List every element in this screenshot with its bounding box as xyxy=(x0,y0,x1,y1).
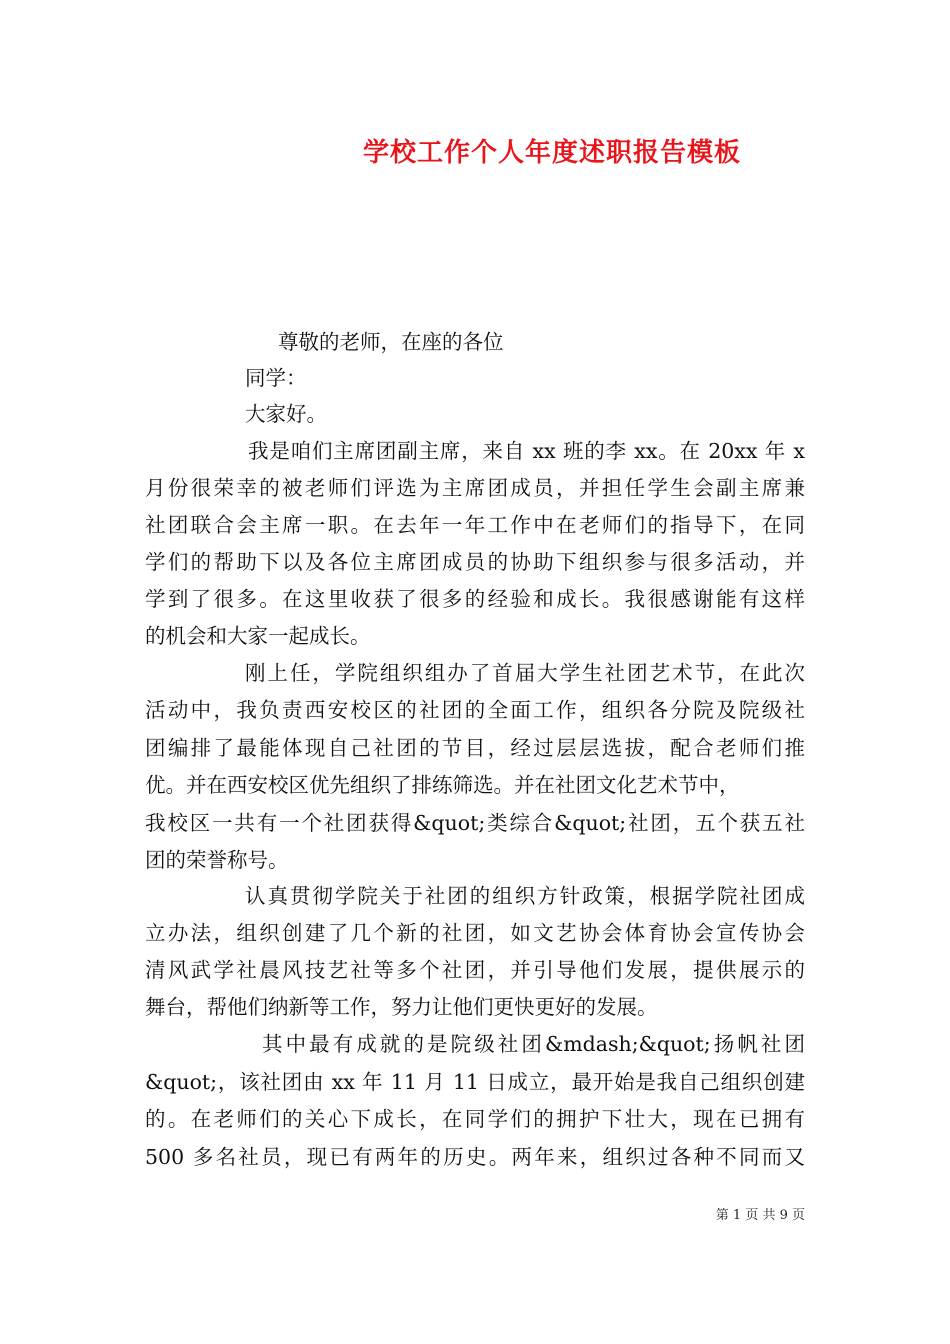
body-line: 的。在老师们的关心下成长，在同学们的拥护下壮大，现在已拥有 xyxy=(145,1107,805,1131)
body-line: 优。并在西安校区优先组织了排练筛选。并在社团文化艺术节中， xyxy=(145,773,740,797)
body-line: 我校区一共有一个社团获得&quot;类综合&quot;社团，五个获五社 xyxy=(145,811,805,835)
document-title: 学校工作个人年度述职报告模板 xyxy=(362,138,741,168)
body-line: 清风武学社晨风技艺社等多个社团，并引导他们发展，提供展示的 xyxy=(145,958,805,982)
body-line: 团编排了最能体现自己社团的节目，经过层层选拔，配合老师们推 xyxy=(145,736,805,760)
body-line: 团的荣誉称号。 xyxy=(145,848,289,872)
body-line: 大家好。 xyxy=(245,402,327,426)
body-line: 舞台，帮他们纳新等工作，努力让他们更快更好的发展。 xyxy=(145,995,658,1019)
body-line: 我是咱们主席团副主席，来自 xx 班的李 xx。在 20xx 年 x xyxy=(248,439,805,463)
body-line: 刚上任，学院组织组办了首届大学生社团艺术节，在此次 xyxy=(245,661,805,685)
body-line: 同学： xyxy=(245,366,307,390)
body-line: 社团联合会主席一职。在去年一年工作中在老师们的指导下，在同 xyxy=(145,513,805,537)
body-line: 月份很荣幸的被老师们评选为主席团成员，并担任学生会副主席兼 xyxy=(145,476,805,500)
body-line: 立办法，组织创建了几个新的社团，如文艺协会体育协会宣传协会 xyxy=(145,921,805,945)
body-line: 活动中，我负责西安校区的社团的全面工作，组织各分院及院级社 xyxy=(145,698,805,722)
body-line: 认真贯彻学院关于社团的组织方针政策，根据学院社团成 xyxy=(245,884,805,908)
page-number: 第 1 页 共 9 页 xyxy=(715,1208,805,1223)
body-line: 尊敬的老师，在座的各位 xyxy=(278,330,504,354)
body-line: 的机会和大家一起成长。 xyxy=(145,624,371,648)
body-line: &quot;，该社团由 xx 年 11 月 11 日成立，最开始是我自己组织创建 xyxy=(145,1070,805,1094)
body-line: 其中最有成就的是院级社团&mdash;&quot;扬帆社团 xyxy=(262,1032,805,1056)
body-line: 500 多名社员，现已有两年的历史。两年来，组织过各种不同而又 xyxy=(145,1145,805,1169)
body-line: 学们的帮助下以及各位主席团成员的协助下组织参与很多活动，并 xyxy=(145,550,805,574)
body-line: 学到了很多。在这里收获了很多的经验和成长。我很感谢能有这样 xyxy=(145,587,805,611)
